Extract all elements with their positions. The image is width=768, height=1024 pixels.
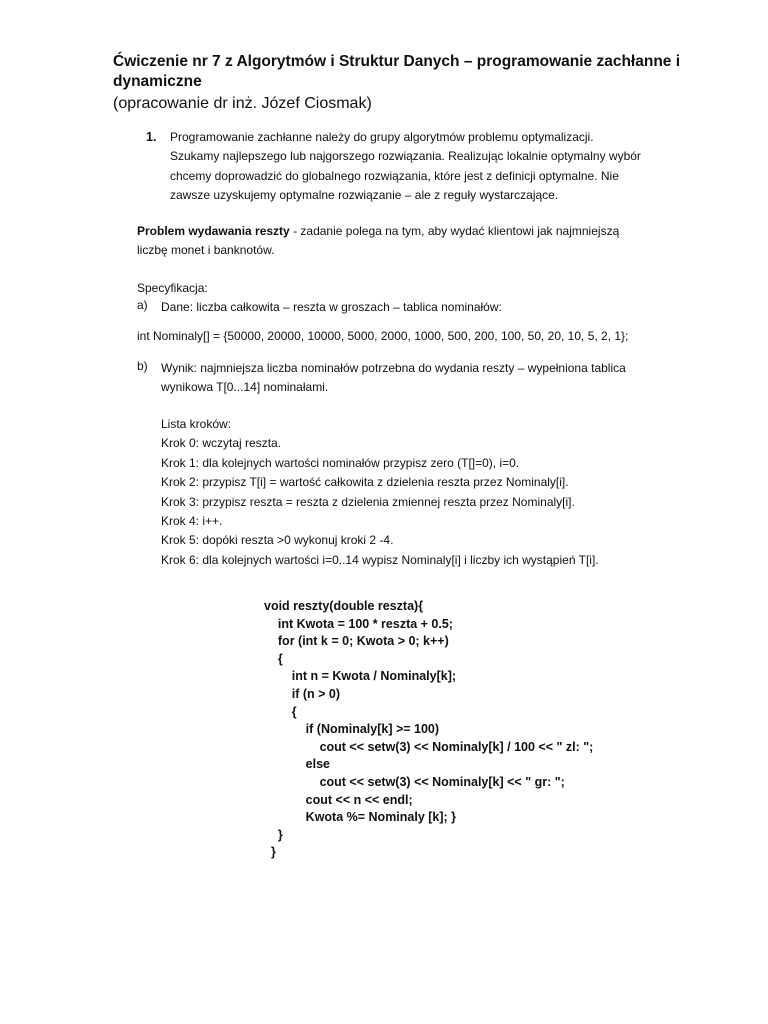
document-subtitle: (opracowanie dr inż. Józef Ciosmak) bbox=[113, 95, 372, 112]
problem-heading: Problem wydawania reszty bbox=[137, 224, 290, 238]
step-item: Krok 6: dla kolejnych wartości i=0..14 wypisz Nominaly[i] i liczby ich wystąpień T[i]. bbox=[161, 552, 599, 567]
code-line: } bbox=[264, 845, 276, 860]
document-title: Ćwiczenie nr 7 z Algorytmów i Struktur Danych – programowanie zachłanne i dynamiczne bbox=[113, 53, 681, 90]
spec-output-text bbox=[161, 359, 701, 397]
spec-input-text: Dane: liczba całkowita – reszta w groszach – tablica nominałów: bbox=[161, 300, 502, 314]
step-item: Krok 0: wczytaj reszta. bbox=[161, 436, 282, 451]
code-line: cout << n << endl; bbox=[264, 792, 413, 807]
step-item: Krok 1: dla kolejnych wartości nominałów przypisz zero (T[]=0), i=0. bbox=[161, 455, 520, 470]
code-listing bbox=[264, 598, 684, 862]
code-line: if (Nominaly[k] >= 100) bbox=[264, 722, 440, 737]
code-line: if (n > 0) bbox=[264, 686, 341, 701]
problem-text: - zadanie polega na tym, aby wydać klientowi jak najmniejszą bbox=[289, 224, 620, 238]
code-line: } bbox=[264, 827, 283, 842]
intro-line: Programowanie zachłanne należy do grupy algorytmów problemu optymalizacji. bbox=[170, 130, 594, 144]
array-declaration: int Nominaly[] = {50000, 20000, 10000, 5000, 2000, 1000, 500, 200, 100, 50, 20, 10, 5, 2, 1}; bbox=[137, 329, 629, 343]
step-item: Krok 3: przypisz reszta = reszta z dzielenia zmiennej reszta przez Nominaly[i]. bbox=[161, 494, 575, 509]
step-item: Krok 4: i++. bbox=[161, 514, 223, 529]
section-intro-paragraph bbox=[170, 128, 690, 205]
code-line: Kwota %= Nominaly [k]; } bbox=[264, 810, 457, 825]
intro-line: zawsze uzyskujemy optymalne rozwiązanie – ale z reguły wystarczające. bbox=[170, 187, 559, 202]
section-number: 1. bbox=[146, 130, 157, 144]
list-marker-b: b) bbox=[137, 359, 148, 373]
step-item: Krok 2: przypisz T[i] = wartość całkowita z dzielenia reszta przez Nominaly[i]. bbox=[161, 475, 569, 490]
problem-paragraph bbox=[137, 222, 697, 260]
code-line: cout << setw(3) << Nominaly[k] / 100 << " zl: "; bbox=[264, 739, 594, 754]
code-line: int n = Kwota / Nominaly[k]; bbox=[264, 669, 457, 684]
intro-line: Szukamy najlepszego lub najgorszego rozwiązania. Realizując lokalnie optymalny wybór bbox=[170, 149, 641, 164]
code-line: else bbox=[264, 757, 331, 772]
spec-output-line: wynikowa T[0...14] nominałami. bbox=[161, 380, 329, 394]
step-item: Krok 5: dopóki reszta >0 wykonuj kroki 2 -4. bbox=[161, 533, 394, 548]
spec-label: Specyfikacja: bbox=[137, 281, 208, 295]
intro-line: chcemy doprowadzić do globalnego rozwiązania, które jest z definicji optymalne. Nie bbox=[170, 168, 619, 183]
steps-label: Lista kroków: bbox=[161, 417, 232, 431]
code-line: int Kwota = 100 * reszta + 0.5; bbox=[264, 616, 453, 631]
code-line: cout << setw(3) << Nominaly[k] << " gr: "; bbox=[264, 774, 565, 789]
spec-output-line: Wynik: najmniejsza liczba nominałów potrzebna do wydania reszty – wypełniona tablica bbox=[161, 361, 626, 375]
list-marker-a: a) bbox=[137, 298, 148, 312]
code-line: { bbox=[264, 704, 297, 719]
problem-text: liczbę monet i banknotów. bbox=[137, 243, 275, 257]
code-line: for (int k = 0; Kwota > 0; k++) bbox=[264, 634, 449, 649]
code-line: { bbox=[264, 651, 283, 666]
code-line: void reszty(double reszta){ bbox=[264, 599, 424, 613]
steps-list bbox=[161, 415, 721, 570]
